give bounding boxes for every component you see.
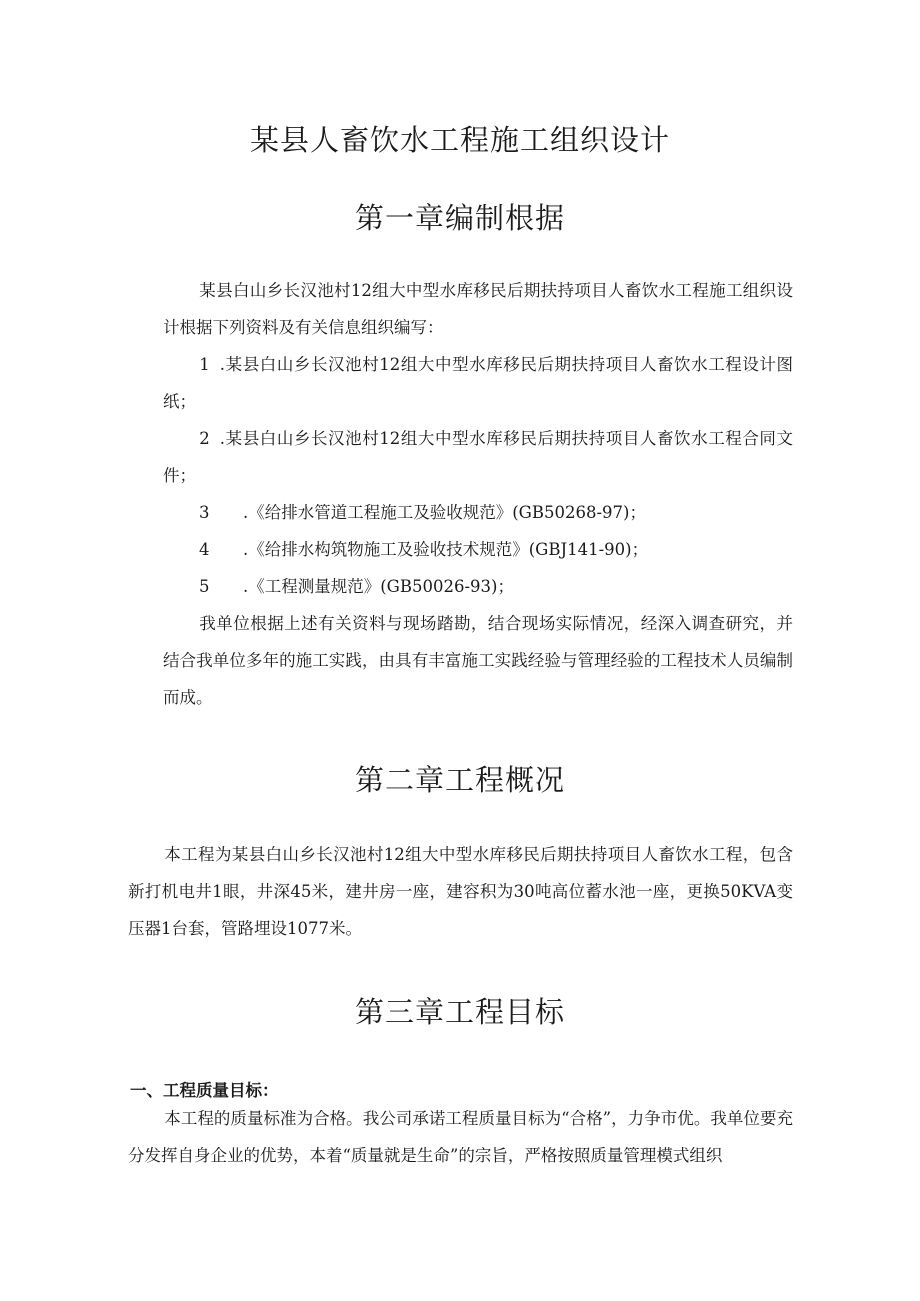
- item-text: .《给排水构筑物施工及验收技术规范》(GBJ141-90)；: [243, 540, 649, 559]
- item-number: 3: [199, 503, 210, 522]
- list-item: [163, 494, 793, 531]
- chapter1-closing: 我单位根据上述有关资料与现场踏勘，结合现场实际情况，经深入调查研究，并结合我单位多年的施工实践，由具有丰富施工实践经验与管理经验的工程技术人员编制而成。: [163, 614, 793, 707]
- chapter2-heading: 第二章工程概况: [354, 763, 565, 797]
- item-text: .《给排水管道工程施工及验收规范》(GB50268-97)；: [243, 503, 646, 522]
- chapter3-body: 本工程的质量标准为合格。我公司承诺工程质量目标为“合格”，力争市优。我单位要充分发挥自身企业的优势，本着“质量就是生命”的宗旨，严格按照质量管理模式组织: [128, 1109, 793, 1165]
- item-number: 4: [199, 540, 210, 559]
- item-text: .某县白山乡长汉池村12组大中型水库移民后期扶持项目人畜饮水工程设计图纸；: [163, 355, 793, 411]
- list-item: [163, 420, 793, 494]
- item-text: .《工程测量规范》(GB50026-93)；: [243, 577, 514, 596]
- chapter2-body: 本工程为某县白山乡长汉池村12组大中型水库移民后期扶持项目人畜饮水工程，包含新打机电井1眼，井深45米，建井房一座，建容积为30吨高位蓄水池一座，更换50KVA变压器1台套，管路埋设1077米。: [128, 845, 793, 938]
- list-item: [163, 568, 793, 605]
- quality-goal-subheading: 一、工程质量目标：: [130, 1081, 279, 1100]
- item-number: 5: [199, 577, 210, 596]
- chapter1-heading: 第一章编制根据: [354, 201, 565, 235]
- chapter3-heading: 第三章工程目标: [354, 995, 565, 1029]
- item-text: .某县白山乡长汉池村12组大中型水库移民后期扶持项目人畜饮水工程合同文件；: [163, 429, 793, 485]
- document-title: 某县人畜饮水工程施工组织设计: [249, 123, 670, 157]
- item-number: 2: [199, 429, 210, 448]
- chapter1-intro: 某县白山乡长汉池村12组大中型水库移民后期扶持项目人畜饮水工程施工组织设计根据下列资料及有关信息组织编写：: [163, 281, 793, 337]
- item-number: 1: [199, 355, 210, 374]
- list-item: [163, 531, 793, 568]
- list-item: [163, 346, 793, 420]
